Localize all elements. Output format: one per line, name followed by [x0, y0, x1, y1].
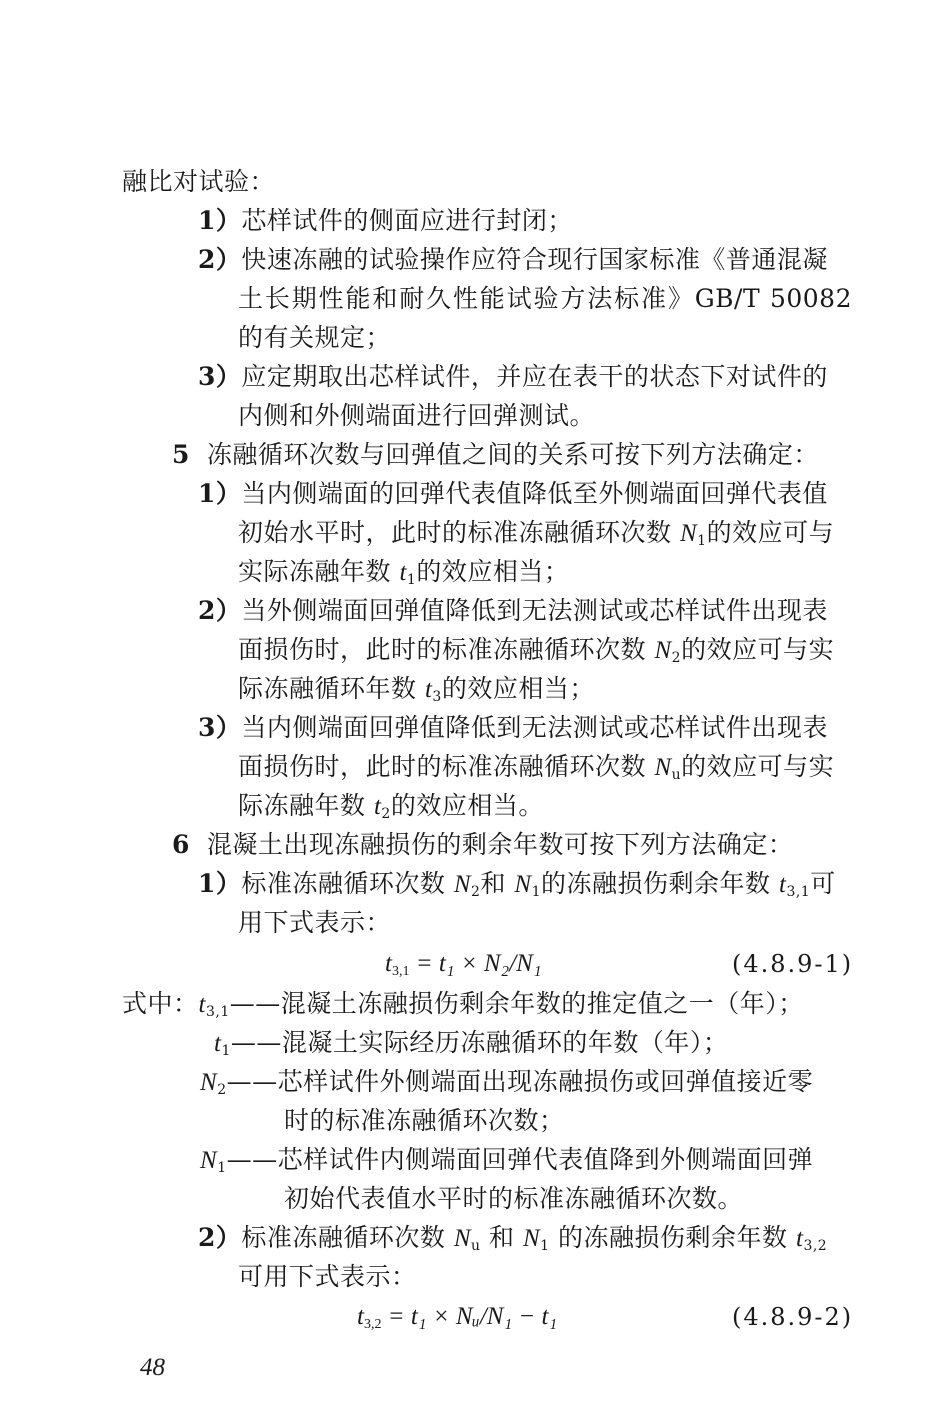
- text-line: 土长期性能和耐久性能试验方法标准》GB/T 50082: [238, 284, 852, 313]
- text-line: 面损伤时，此时的标准冻融循环次数 $N_2$的效应可与实: [238, 635, 835, 666]
- list-item: 3）应定期取出芯样试件，并应在表干的状态下对试件的: [198, 362, 828, 391]
- text-line: 融比对试验：: [122, 167, 276, 196]
- equation-number: (4.8.9-2): [732, 1303, 854, 1331]
- equation-number: (4.8.9-1): [732, 950, 854, 978]
- text-line: 际冻融循环年数 $t_3$的效应相当；: [238, 674, 595, 705]
- list-item: 2）当外侧端面回弹值降低到无法测试或芯样试件出现表: [198, 596, 828, 625]
- text-line: 内侧和外侧端面进行回弹测试。: [238, 401, 596, 430]
- text-line: 时的标准冻融循环次数；: [284, 1106, 565, 1135]
- text-line: 初始水平时，此时的标准冻融循环次数 $N_1$的效应可与: [238, 518, 835, 549]
- list-item: 1）当内侧端面的回弹代表值降低至外侧端面回弹代表值: [198, 479, 828, 508]
- variable-definition: $N_2——$芯样试件外侧端面出现冻融损伤或回弹值接近零: [200, 1067, 814, 1098]
- equation-4-8-9-1: $t_{3,1} = t_1 \times N_2/N_1$: [385, 950, 542, 979]
- variable-definition: $N_1——$芯样试件内侧端面回弹代表值降到外侧端面回弹: [200, 1145, 814, 1176]
- text-line: 面损伤时，此时的标准冻融循环次数 $N_u$的效应可与实: [238, 752, 835, 783]
- list-item: 2）快速冻融的试验操作应符合现行国家标准《普通混凝: [198, 245, 828, 274]
- equation-4-8-9-2: $t_{3,2} = t_1$ × Nᵤ/N₁ − t₁: [357, 1303, 558, 1332]
- clause-item: 6 混凝土出现冻融损伤的剩余年数可按下列方法确定：: [172, 830, 794, 859]
- text-line: 际冻融年数 $t_2$的效应相当。: [238, 791, 544, 822]
- list-item: 1）标准冻融循环次数 $N_2$和 $N_1$的冻融损伤剩余年数 $t_{3,1}$可: [198, 869, 836, 900]
- text-line: 初始代表值水平时的标准冻融循环次数。: [284, 1184, 744, 1213]
- clause-item: 5 冻融循环次数与回弹值之间的关系可按下列方法确定：: [172, 440, 819, 469]
- variable-definition: 式中：$t_{3,1}——$混凝土冻融损伤剩余年数的推定值之一（年）；: [122, 989, 804, 1020]
- list-item: 1）芯样试件的侧面应进行封闭；: [198, 206, 573, 235]
- text-line: 用下式表示：: [238, 908, 392, 937]
- variable-definition: $t_1——$混凝土实际经历冻融循环的年数（年）；: [214, 1028, 729, 1059]
- text-line: 实际冻融年数 $t_1$的效应相当；: [238, 557, 570, 588]
- text-line: 可用下式表示：: [238, 1262, 417, 1291]
- text-line: 的有关规定；: [238, 323, 392, 352]
- list-item: 3）当内侧端面回弹值降低到无法测试或芯样试件出现表: [198, 713, 828, 742]
- page-number: 48: [140, 1354, 165, 1381]
- list-item: 2）标准冻融循环次数 $N_u$ 和 $N_1$ 的冻融损伤剩余年数 $t_{3,2}$: [198, 1223, 828, 1254]
